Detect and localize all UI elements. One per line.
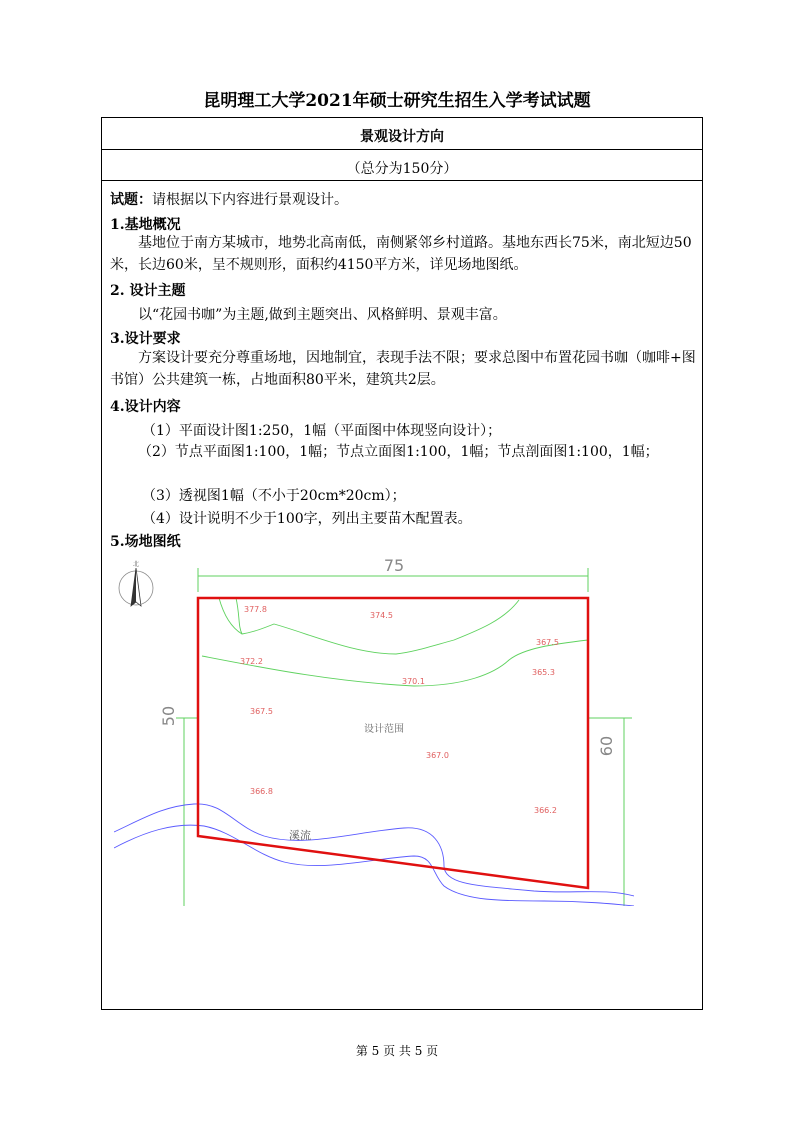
page-title: 昆明理工大学2021年硕士研究生招生入学考试试题 — [203, 91, 591, 111]
divider — [102, 180, 702, 181]
dimension-top: 75 — [383, 556, 405, 575]
elevation-point: 365.3 — [532, 668, 555, 677]
divider — [102, 149, 702, 150]
elevation-point: 370.1 — [402, 677, 425, 686]
section-4-item-4: （4）设计说明不少于100字，列出主要苗木配置表。 — [142, 511, 472, 527]
elevation-points — [240, 605, 559, 815]
section-1-text: 基地位于南方某城市，地势北高南低，南侧紧邻乡村道路。基地东西长75米，南北短边50米，长边60米，呈不规则形，面积约4150平方米，详见场地图纸。 — [110, 235, 692, 273]
section-5-title: 5.场地图纸 — [110, 534, 181, 550]
elevation-point: 374.5 — [370, 611, 393, 620]
page-footer: 第 5 页 共 5 页 — [355, 1044, 439, 1058]
dimension-left: 50 — [159, 705, 178, 727]
elevation-point: 367.5 — [250, 707, 273, 716]
exam-frame — [101, 117, 703, 1010]
section-2-title: 2. 设计主题 — [110, 283, 186, 299]
elevation-point: 367.0 — [426, 751, 449, 760]
subject-heading: 景观设计方向 — [360, 129, 444, 145]
dimension-right: 60 — [597, 735, 616, 757]
dimension-lines — [176, 568, 632, 906]
section-3-title: 3.设计要求 — [110, 331, 181, 347]
north-arrow — [119, 560, 153, 606]
site-boundary — [198, 598, 588, 888]
total-score: （总分为150分） — [346, 161, 458, 177]
north-label: 北 — [132, 561, 140, 568]
site-map — [114, 556, 634, 906]
stream — [114, 804, 634, 906]
design-area-label: 设计范围 — [364, 724, 404, 735]
prompt-text: 请根据以下内容进行景观设计。 — [152, 192, 348, 208]
elevation-point: 367.5 — [536, 638, 559, 647]
elevation-point: 377.8 — [244, 605, 267, 614]
section-1-title: 1.基地概况 — [110, 217, 181, 233]
elevation-point: 372.2 — [240, 657, 263, 666]
section-4-title: 4.设计内容 — [110, 399, 181, 415]
elevation-point: 366.8 — [250, 787, 273, 796]
section-4-item-2: （2）节点平面图1:100，1幅；节点立面图1:100，1幅；节点剖面图1:100，1幅； — [138, 444, 659, 460]
section-2-text: 以“花园书咖”为主题,做到主题突出、风格鲜明、景观丰富。 — [138, 307, 507, 323]
section-4-item-3: （3）透视图1幅（不小于20cm*20cm）； — [142, 488, 406, 504]
prompt-line — [110, 189, 348, 209]
section-3-text: 方案设计要充分尊重场地，因地制宜，表现手法不限；要求总图中布置花园书咖（咖啡+图书馆）公共建筑一栋，占地面积80平米，建筑共2层。 — [110, 350, 696, 388]
stream-label: 溪流 — [289, 829, 311, 842]
elevation-point: 366.2 — [534, 806, 557, 815]
section-4-item-1: （1）平面设计图1:250，1幅（平面图中体现竖向设计）； — [142, 423, 502, 439]
prompt-label: 试题： — [110, 192, 152, 208]
